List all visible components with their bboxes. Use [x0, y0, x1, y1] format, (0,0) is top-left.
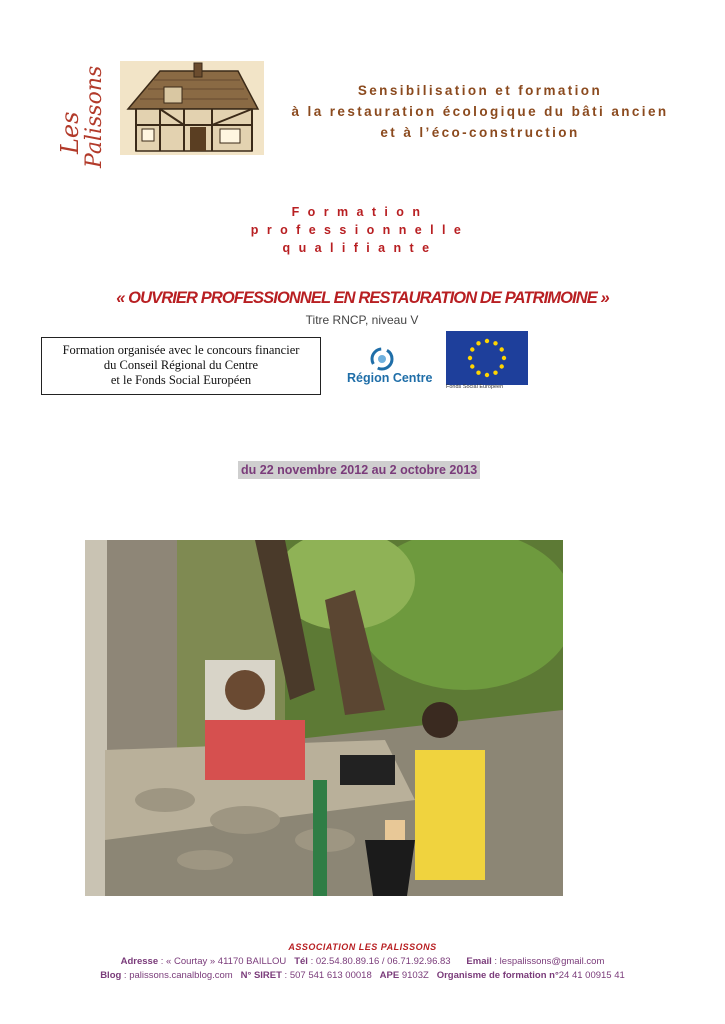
formation-heading: [230, 203, 490, 257]
footer-ape-label: APE: [379, 970, 400, 981]
eu-star: [500, 364, 504, 368]
eu-star: [470, 364, 474, 368]
formation-word-1: Formation: [291, 205, 429, 219]
logo-wordmark: [52, 58, 110, 168]
footer-adresse-label: Adresse: [120, 956, 159, 967]
footer-ape: 9103Z: [399, 970, 429, 981]
footer-siret-label: N° SIRET: [240, 970, 282, 981]
logo-les: Les: [56, 111, 84, 154]
footer-tel: : 02.54.80.89.16 / 06.71.92.96.83: [307, 956, 451, 967]
eu-star: [476, 371, 480, 375]
eu-star: [468, 356, 472, 360]
region-centre-logo: [342, 347, 438, 393]
footer-registration-line: [0, 970, 725, 981]
footer-adresse: : « Courtay » 41170 BAILLOU: [158, 956, 287, 967]
header-tagline: [270, 80, 690, 143]
footer-siret: : 507 541 613 00018: [281, 970, 372, 981]
footer-association-name: ASSOCIATION LES PALISSONS: [288, 942, 437, 952]
footer-blog[interactable]: : palissons.canalblog.com: [121, 970, 233, 981]
eu-flag-logo: [446, 331, 528, 385]
document-title: « OUVRIER PROFESSIONNEL EN RESTAURATION DE PATRIMOINE »: [116, 289, 609, 307]
funding-line-2: du Conseil Régional du Centre: [103, 358, 259, 372]
eu-star: [502, 356, 506, 360]
footer-contact-line: [0, 956, 725, 967]
funding-line-1: Formation organisée avec le concours financier: [62, 343, 300, 357]
footer-email[interactable]: : lespalissons@gmail.com: [491, 956, 605, 967]
eu-star: [485, 373, 489, 377]
footer-organisme: 24 41 00915 41: [558, 970, 625, 981]
eu-star: [476, 341, 480, 345]
footer-blog-label: Blog: [100, 970, 122, 981]
tagline-line-3: et à l’éco-construction: [380, 125, 580, 140]
eu-star: [470, 347, 474, 351]
training-dates: du 22 novembre 2012 au 2 octobre 2013: [238, 461, 480, 479]
eu-star: [493, 371, 497, 375]
formation-word-2: professionnelle: [250, 223, 470, 237]
eu-fund-caption: Fonds Social Européen: [446, 384, 504, 390]
eu-star: [500, 347, 504, 351]
logo-palissons: Palissons: [82, 65, 107, 168]
workers-restoring-wall-photo: [85, 540, 563, 896]
eu-star: [493, 341, 497, 345]
house-illustration: [120, 61, 264, 155]
document-subtitle: Titre RNCP, niveau V: [305, 313, 419, 327]
tagline-line-2: à la restauration écologique du bâti ancien: [291, 104, 669, 119]
funding-line-3: et le Fonds Social Européen: [110, 373, 252, 387]
region-centre-wordmark: Région Centre: [347, 371, 433, 385]
footer-email-label: Email: [466, 956, 492, 967]
footer-tel-label: Tél: [294, 956, 308, 967]
eu-star: [485, 339, 489, 343]
footer-organisme-label: Organisme de formation n°: [436, 970, 559, 981]
tagline-line-1: Sensibilisation et formation: [357, 83, 603, 98]
formation-word-3: qualifiante: [282, 241, 438, 255]
funding-notice-box: [41, 337, 321, 395]
